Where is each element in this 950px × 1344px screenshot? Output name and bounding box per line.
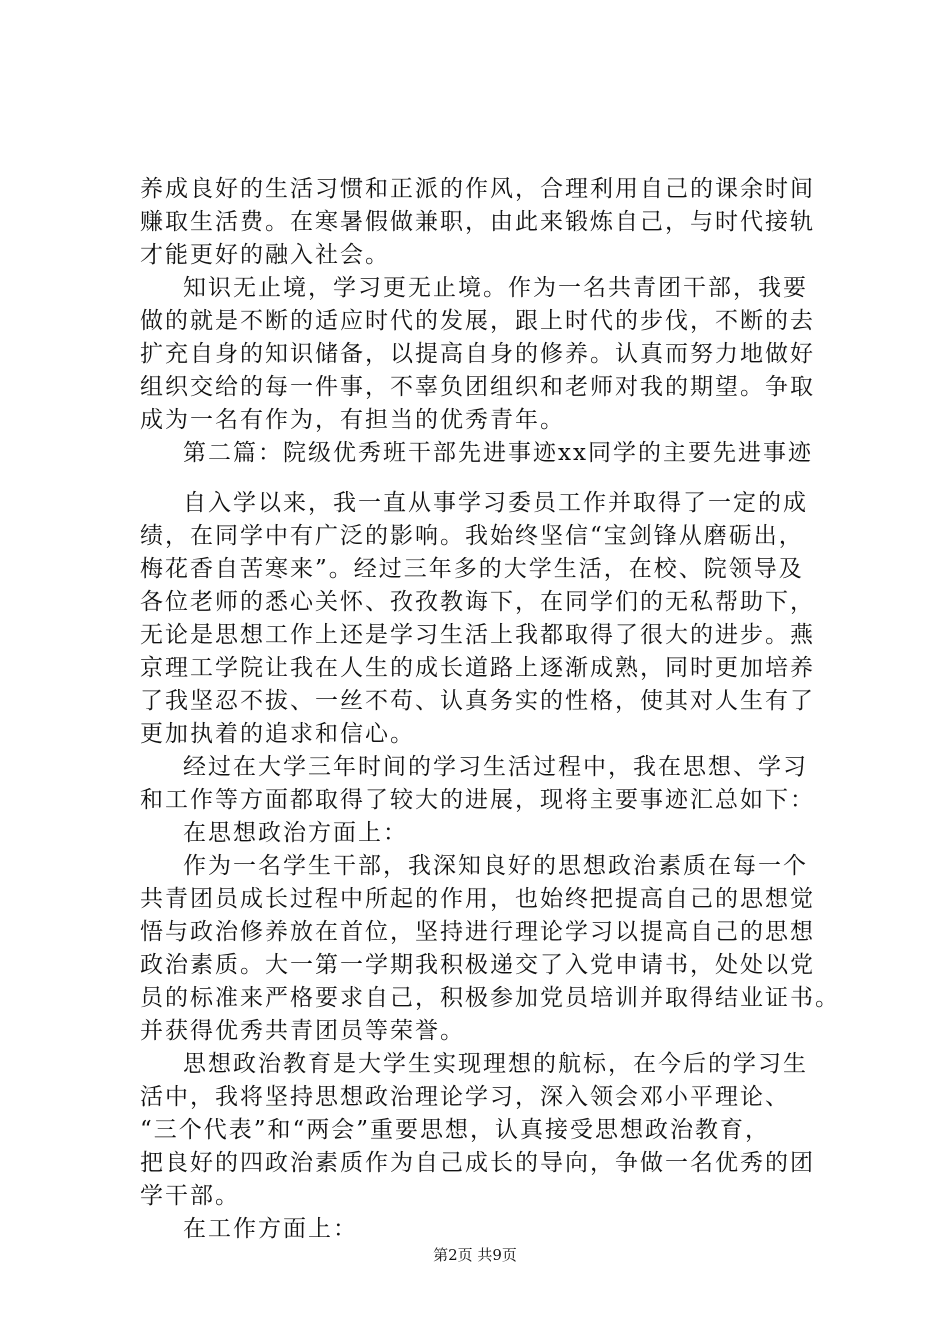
- paragraph-line: 政治素质。大一第一学期我积极递交了入党申请书，处处以党: [140, 952, 815, 978]
- paragraph-line: 共青团员成长过程中所起的作用，也始终把提高自己的思想觉: [140, 886, 815, 912]
- paragraph-line: 学干部。: [140, 1183, 240, 1209]
- subsection-heading: 在工作方面上：: [183, 1216, 358, 1242]
- paragraph-line: 悟与政治修养放在首位，坚持进行理论学习以提高自己的思想: [140, 919, 815, 945]
- paragraph-line: 更加执着的追求和信心。: [140, 721, 415, 747]
- paragraph-line: 无论是思想工作上还是学习生活上我都取得了很大的进步。燕: [140, 622, 815, 648]
- paragraph-line: 扩充自身的知识储备，以提高自身的修养。认真而努力地做好: [140, 341, 815, 367]
- paragraph-line: 才能更好的融入社会。: [140, 242, 390, 268]
- paragraph-line: 养成良好的生活习惯和正派的作风，合理利用自己的课余时间: [140, 176, 815, 202]
- paragraph-line: “三个代表”和“两会”重要思想，认真接受思想政治教育，: [140, 1117, 771, 1143]
- paragraph-line: 绩，在同学中有广泛的影响。我始终坚信“宝剑锋从磨砺出，: [140, 523, 804, 549]
- paragraph-line: 京理工学院让我在人生的成长道路上逐渐成熟，同时更加培养: [140, 655, 815, 681]
- paragraph-line: 组织交给的每一件事，不辜负团组织和老师对我的期望。争取: [140, 374, 815, 400]
- paragraph-line: 梅花香自苦寒来”。经过三年多的大学生活，在校、院领导及: [140, 556, 804, 582]
- paragraph-line: 经过在大学三年时间的学习生活过程中，我在思想、学习: [183, 754, 808, 780]
- paragraph-line: 把良好的四政治素质作为自己成长的导向，争做一名优秀的团: [140, 1150, 815, 1176]
- subsection-heading: 在思想政治方面上：: [183, 820, 408, 846]
- paragraph-line: 作为一名学生干部，我深知良好的思想政治素质在每一个: [183, 853, 808, 879]
- paragraph-line: 做的就是不断的适应时代的发展，跟上时代的步伐，不断的去: [140, 308, 815, 334]
- page-number-footer: 第2页 共9页: [433, 1246, 517, 1264]
- paragraph-line: 知识无止境，学习更无止境。作为一名共青团干部，我要: [183, 275, 808, 301]
- paragraph-line: 员的标准来严格要求自己，积极参加党员培训并取得结业证书。: [140, 985, 840, 1011]
- paragraph-line: 自入学以来，我一直从事学习委员工作并取得了一定的成: [183, 490, 808, 516]
- paragraph-line: 了我坚忍不拔、一丝不苟、认真务实的性格，使其对人生有了: [140, 688, 815, 714]
- paragraph-line: 活中，我将坚持思想政治理论学习，深入领会邓小平理论、: [140, 1084, 790, 1110]
- paragraph-line: 和工作等方面都取得了较大的进展，现将主要事迹汇总如下：: [140, 787, 815, 813]
- paragraph-line: 成为一名有作为，有担当的优秀青年。: [140, 407, 565, 433]
- paragraph-line: 思想政治教育是大学生实现理想的航标，在今后的学习生: [183, 1051, 808, 1077]
- section-heading: 第二篇：院级优秀班干部先进事迹xx同学的主要先进事迹: [183, 440, 813, 466]
- paragraph-line: 赚取生活费。在寒暑假做兼职，由此来锻炼自己，与时代接轨: [140, 209, 815, 235]
- paragraph-line: 各位老师的悉心关怀、孜孜教诲下，在同学们的无私帮助下，: [140, 589, 815, 615]
- paragraph-line: 并获得优秀共青团员等荣誉。: [140, 1018, 465, 1044]
